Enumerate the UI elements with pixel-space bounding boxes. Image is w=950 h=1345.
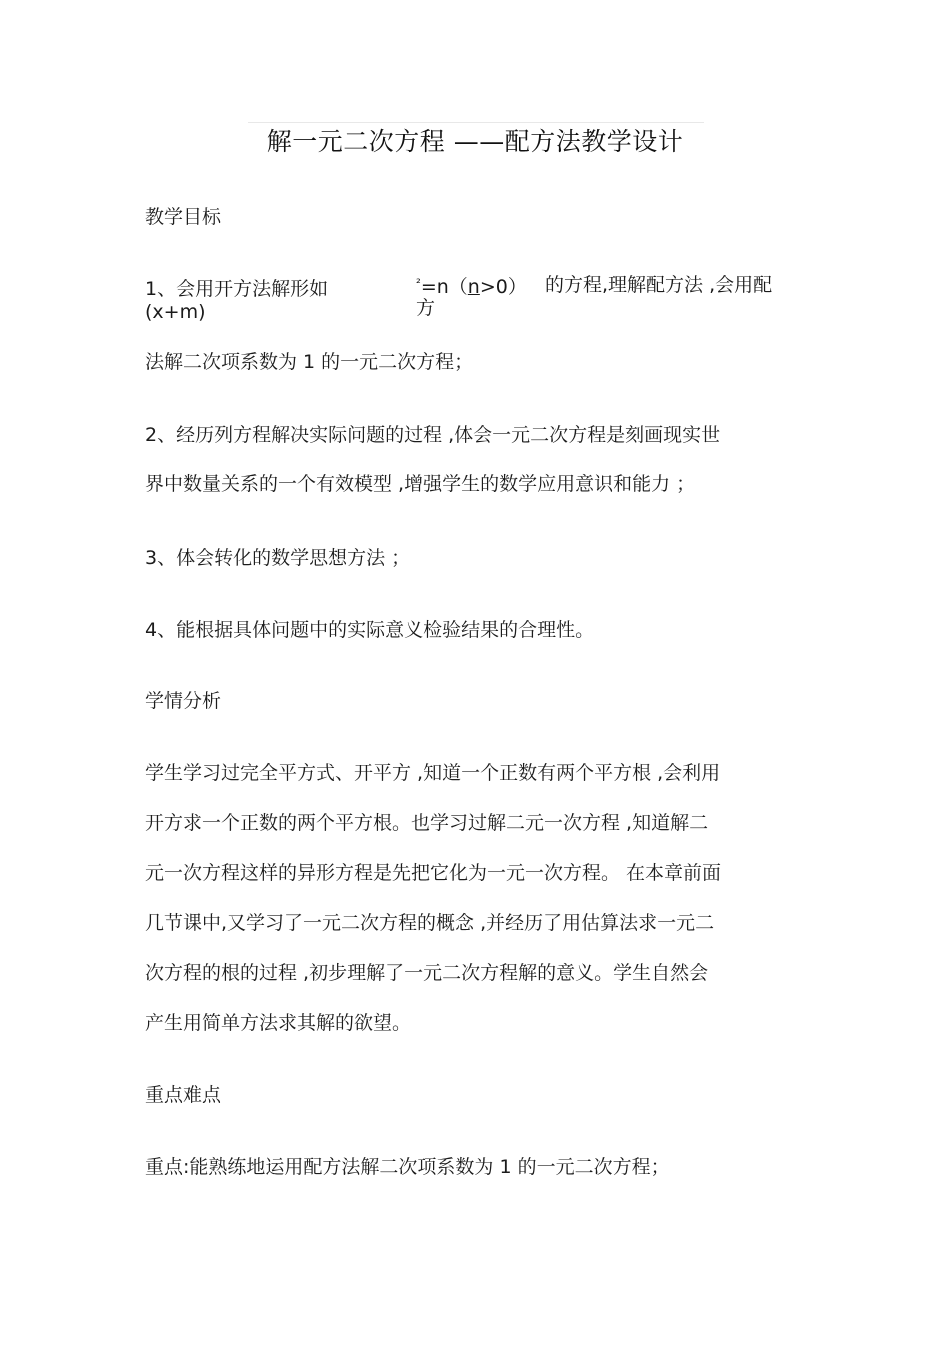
objective-4: 4、能根据具体问题中的实际意义检验结果的合理性。 bbox=[145, 619, 595, 641]
objective-3: 3、体会转化的数学思想方法 ； bbox=[145, 547, 411, 569]
analysis-line-1: 学生学习过完全平方式、开平方 ,知道一个正数有两个平方根 ,会利用 bbox=[145, 762, 721, 784]
formula-equals: =n（ bbox=[420, 276, 468, 298]
objective-1-text-b: (x+m) bbox=[145, 301, 206, 323]
objective-1-line-2: 法解二次项系数为 1 的一元二次方程； bbox=[145, 351, 474, 373]
formula-n: n bbox=[467, 276, 480, 298]
objective-1-text-c: 的方程,理解配方法 ,会用配 bbox=[545, 274, 773, 296]
section-heading-key-points: 重点难点 bbox=[145, 1084, 222, 1106]
key-point-line-1: 重点:能熟练地运用配方法解二次项系数为 1 的一元二次方程； bbox=[145, 1156, 670, 1178]
title-rule bbox=[248, 122, 704, 123]
objective-1-text-a: 1、会用开方法解形如 bbox=[145, 278, 329, 300]
page-title: 解一元二次方程 ——配方法教学设计 bbox=[266, 127, 684, 156]
objective-1-formula-tail: 方 bbox=[416, 297, 436, 319]
section-heading-analysis: 学情分析 bbox=[145, 690, 222, 712]
section-heading-objectives: 教学目标 bbox=[145, 206, 222, 228]
analysis-line-4: 几节课中,又学习了一元二次方程的概念 ,并经历了用估算法求一元二 bbox=[145, 912, 715, 934]
formula-condition: >0） bbox=[479, 276, 527, 298]
objective-2-line-2: 界中数量关系的一个有效模型 ,增强学生的数学应用意识和能力 ； bbox=[145, 473, 696, 495]
analysis-line-5: 次方程的根的过程 ,初步理解了一元二次方程解的意义。学生自然会 bbox=[145, 962, 709, 984]
analysis-line-3: 元一次方程这样的异形方程是先把它化为一元一次方程。 在本章前面 bbox=[145, 862, 722, 884]
formula-superscript: ² bbox=[416, 276, 421, 290]
analysis-line-6: 产生用简单方法求其解的欲望。 bbox=[145, 1012, 412, 1034]
objective-2-line-1: 2、经历列方程解决实际问题的过程 ,体会一元二次方程是刻画现实世 bbox=[145, 424, 721, 446]
analysis-line-2: 开方求一个正数的两个平方根。也学习过解二元一次方程 ,知道解二 bbox=[145, 812, 709, 834]
